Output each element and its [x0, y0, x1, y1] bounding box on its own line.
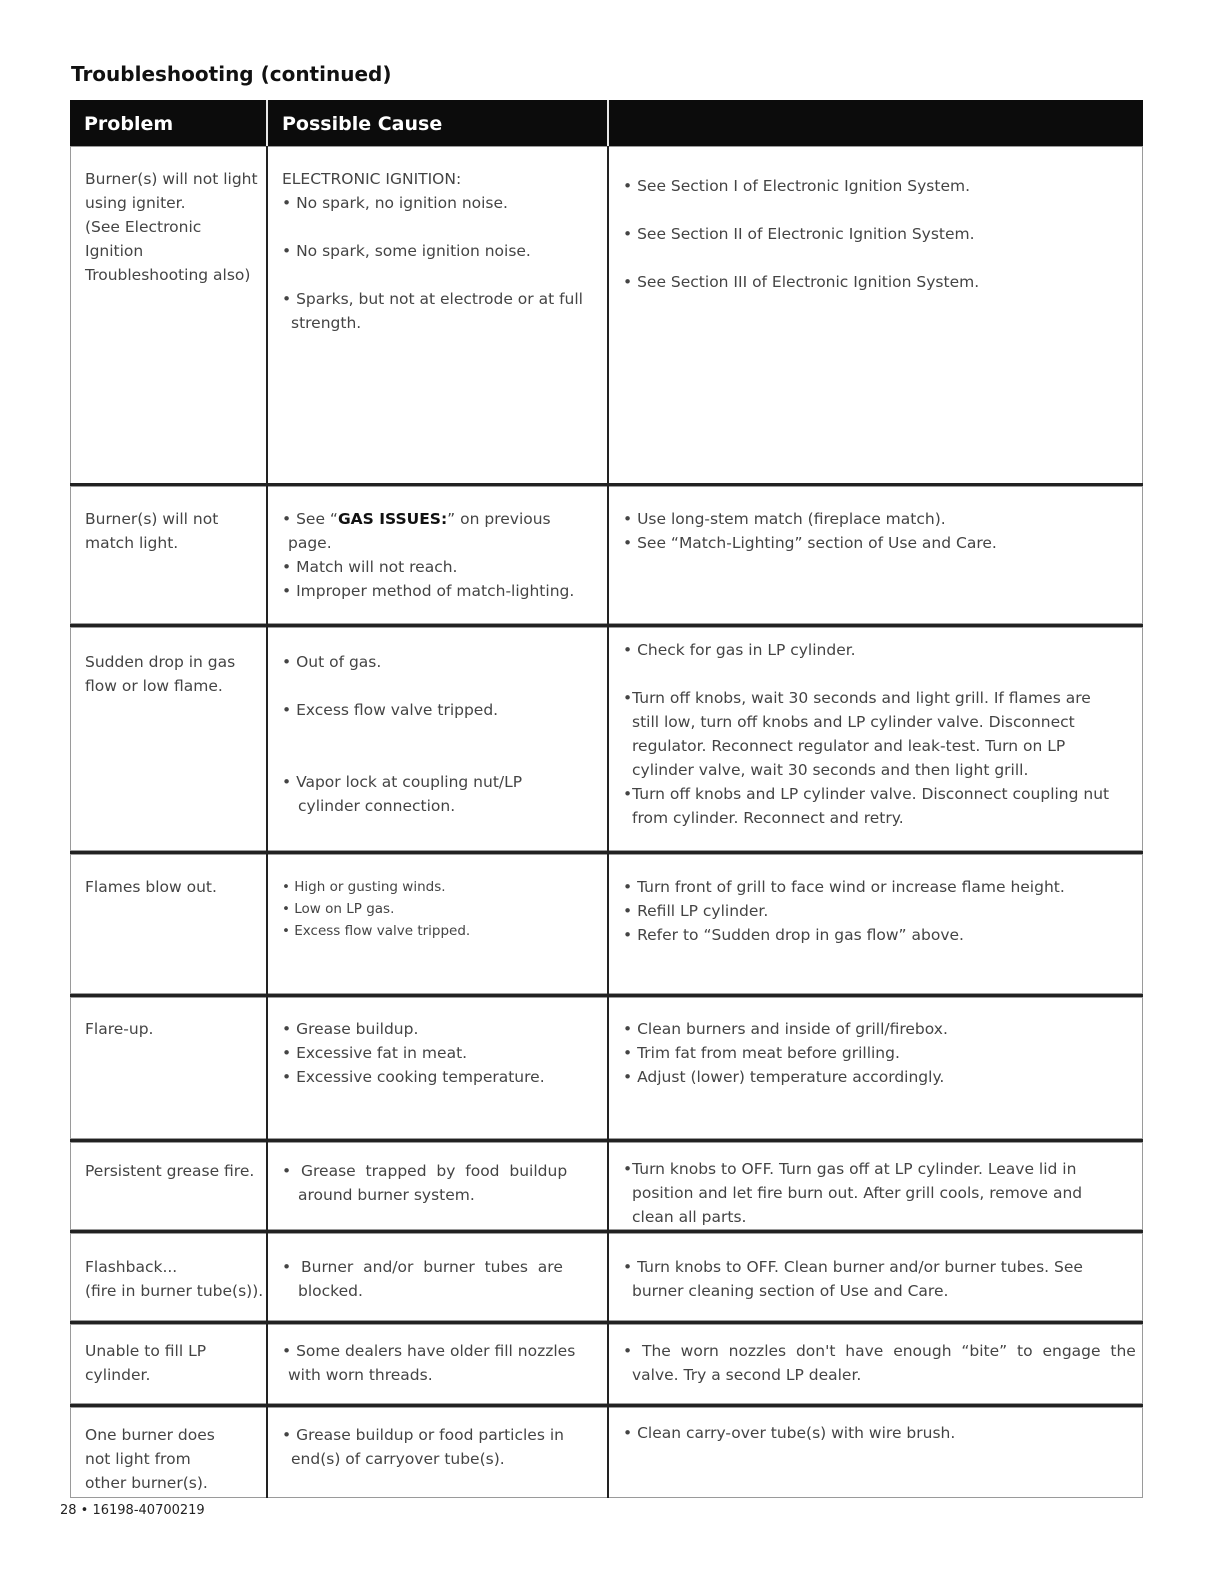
cause-cell: [267, 1324, 608, 1404]
header-divider: [607, 100, 609, 146]
problem-text: flow or low flame.: [85, 677, 223, 695]
remedy-text: • Refer to “Sudden drop in gas flow” above.: [623, 926, 964, 944]
problem-cell: [70, 146, 267, 484]
cause-text: • Excess flow valve tripped.: [282, 923, 471, 939]
problem-text: Flames blow out.: [85, 878, 217, 896]
remedy-cell: [608, 627, 1143, 851]
cause-text: • Excessive cooking temperature.: [282, 1068, 545, 1086]
cause-text: • High or gusting winds.: [282, 879, 446, 895]
remedy-text: • Check for gas in LP cylinder.: [623, 641, 856, 659]
problem-cell: [70, 1142, 267, 1230]
cause-cell: [267, 854, 608, 994]
problem-text: Flare-up.: [85, 1020, 154, 1038]
header-problem: Problem: [84, 113, 174, 135]
remedy-text: • Trim fat from meat before grilling.: [623, 1044, 900, 1062]
cause-cell: [267, 486, 608, 624]
problem-text: Unable to fill LP: [85, 1342, 207, 1360]
cause-text: • Improper method of match-lighting.: [282, 582, 575, 600]
remedy-text: • Refill LP cylinder.: [623, 902, 769, 920]
problem-cell: [70, 1324, 267, 1404]
column-divider: [607, 146, 609, 1498]
cause-text: • Burner and/or burner tubes are: [282, 1258, 563, 1276]
cause-cell: [267, 1142, 608, 1230]
cause-text: around burner system.: [298, 1186, 475, 1204]
problem-text: (fire in burner tube(s)).: [85, 1282, 264, 1300]
cause-text: • Grease buildup or food particles in: [282, 1426, 564, 1444]
remedy-text: • Clean carry-over tube(s) with wire brush.: [623, 1424, 956, 1442]
cause-text: • Some dealers have older fill nozzles: [282, 1342, 576, 1360]
problem-cell: [70, 486, 267, 624]
remedy-cell: [608, 146, 1143, 484]
problem-cell: [70, 1233, 267, 1321]
table-header: [70, 100, 1143, 146]
problem-text: (See Electronic: [85, 218, 202, 236]
remedy-text: • Adjust (lower) temperature accordingly.: [623, 1068, 945, 1086]
remedy-text: from cylinder. Reconnect and retry.: [632, 809, 904, 827]
remedy-cell: [608, 1407, 1143, 1498]
remedy-text: position and let fire burn out. After grill cools, remove and: [632, 1184, 1083, 1202]
remedy-text: • Turn knobs to OFF. Clean burner and/or burner tubes. See: [623, 1258, 1083, 1276]
remedy-text: still low, turn off knobs and LP cylinder valve. Disconnect: [632, 713, 1075, 731]
problem-cell: [70, 1407, 267, 1498]
remedy-text: • See Section III of Electronic Ignition System.: [623, 273, 980, 291]
remedy-text: • See Section I of Electronic Ignition System.: [623, 177, 971, 195]
remedy-text: •Turn off knobs, wait 30 seconds and light grill. If flames are: [623, 689, 1091, 707]
remedy-text: • Clean burners and inside of grill/firebox.: [623, 1020, 948, 1038]
problem-text: match light.: [85, 534, 179, 552]
remedy-cell: [608, 997, 1143, 1139]
problem-text: Ignition: [85, 242, 144, 260]
problem-text: Flashback...: [85, 1258, 178, 1276]
remedy-cell: [608, 1233, 1143, 1321]
problem-text: Sudden drop in gas: [85, 653, 236, 671]
gas-issues-link-text: GAS ISSUES:: [337, 510, 448, 528]
page-title: Troubleshooting (continued): [71, 62, 392, 86]
problem-text: cylinder.: [85, 1366, 151, 1384]
cause-text: • Match will not reach.: [282, 558, 458, 576]
column-divider: [266, 146, 268, 1498]
problem-cell: [70, 997, 267, 1139]
cause-suffix: ” on previous: [447, 510, 551, 528]
cause-cell: [267, 627, 608, 851]
remedy-cell: [608, 1142, 1143, 1230]
cause-text: page.: [288, 534, 332, 552]
cause-text: with worn threads.: [288, 1366, 433, 1384]
cause-cell: [267, 146, 608, 484]
problem-text: Burner(s) will not: [85, 510, 219, 528]
problem-text: other burner(s).: [85, 1474, 208, 1492]
cause-text: • Grease trapped by food buildup: [282, 1162, 568, 1180]
remedy-text: regulator. Reconnect regulator and leak-test. Turn on LP: [632, 737, 1066, 755]
cause-text: [282, 507, 551, 531]
remedy-cell: [608, 486, 1143, 624]
page-footer: 28 • 16198-40700219: [60, 1503, 205, 1518]
cause-text: • Vapor lock at coupling nut/LP: [282, 773, 523, 791]
remedy-cell: [608, 854, 1143, 994]
cause-text: • Low on LP gas.: [282, 901, 395, 917]
header-divider: [266, 100, 268, 146]
cause-text: • No spark, no ignition noise.: [282, 194, 508, 212]
remedy-cell: [608, 1324, 1143, 1404]
cause-text: strength.: [291, 314, 362, 332]
problem-text: using igniter.: [85, 194, 186, 212]
cause-cell: [267, 1407, 608, 1498]
remedy-text: clean all parts.: [632, 1208, 747, 1226]
cause-text: • No spark, some ignition noise.: [282, 242, 531, 260]
problem-text: Troubleshooting also): [85, 266, 251, 284]
problem-text: One burner does: [85, 1426, 215, 1444]
cause-prefix: • See “: [282, 510, 338, 528]
remedy-text: cylinder valve, wait 30 seconds and then light grill.: [632, 761, 1029, 779]
cause-text: cylinder connection.: [298, 797, 456, 815]
remedy-text: •Turn knobs to OFF. Turn gas off at LP cylinder. Leave lid in: [623, 1160, 1077, 1178]
cause-text: ELECTRONIC IGNITION:: [282, 170, 462, 188]
cause-cell: [267, 1233, 608, 1321]
remedy-text: • See “Match-Lighting” section of Use and Care.: [623, 534, 997, 552]
remedy-text: burner cleaning section of Use and Care.: [632, 1282, 949, 1300]
remedy-text: • See Section II of Electronic Ignition System.: [623, 225, 975, 243]
problem-cell: [70, 627, 267, 851]
header-possible-cause: Possible Cause: [282, 113, 443, 135]
remedy-text: • Turn front of grill to face wind or increase flame height.: [623, 878, 1065, 896]
cause-text: • Out of gas.: [282, 653, 382, 671]
remedy-text: •Turn off knobs and LP cylinder valve. Disconnect coupling nut: [623, 785, 1110, 803]
remedy-text: valve. Try a second LP dealer.: [632, 1366, 862, 1384]
cause-cell: [267, 997, 608, 1139]
cause-text: • Excessive fat in meat.: [282, 1044, 468, 1062]
problem-text: not light from: [85, 1450, 191, 1468]
problem-text: Burner(s) will not light: [85, 170, 258, 188]
remedy-text: • Use long-stem match (fireplace match).: [623, 510, 946, 528]
problem-cell: [70, 854, 267, 994]
cause-text: blocked.: [298, 1282, 363, 1300]
problem-text: Persistent grease fire.: [85, 1162, 255, 1180]
cause-text: • Grease buildup.: [282, 1020, 419, 1038]
remedy-text: • The worn nozzles don't have enough “bite” to engage the: [623, 1342, 1136, 1360]
cause-text: • Excess flow valve tripped.: [282, 701, 499, 719]
cause-text: end(s) of carryover tube(s).: [291, 1450, 505, 1468]
troubleshooting-table: [70, 100, 1143, 1498]
cause-text: • Sparks, but not at electrode or at full: [282, 290, 583, 308]
